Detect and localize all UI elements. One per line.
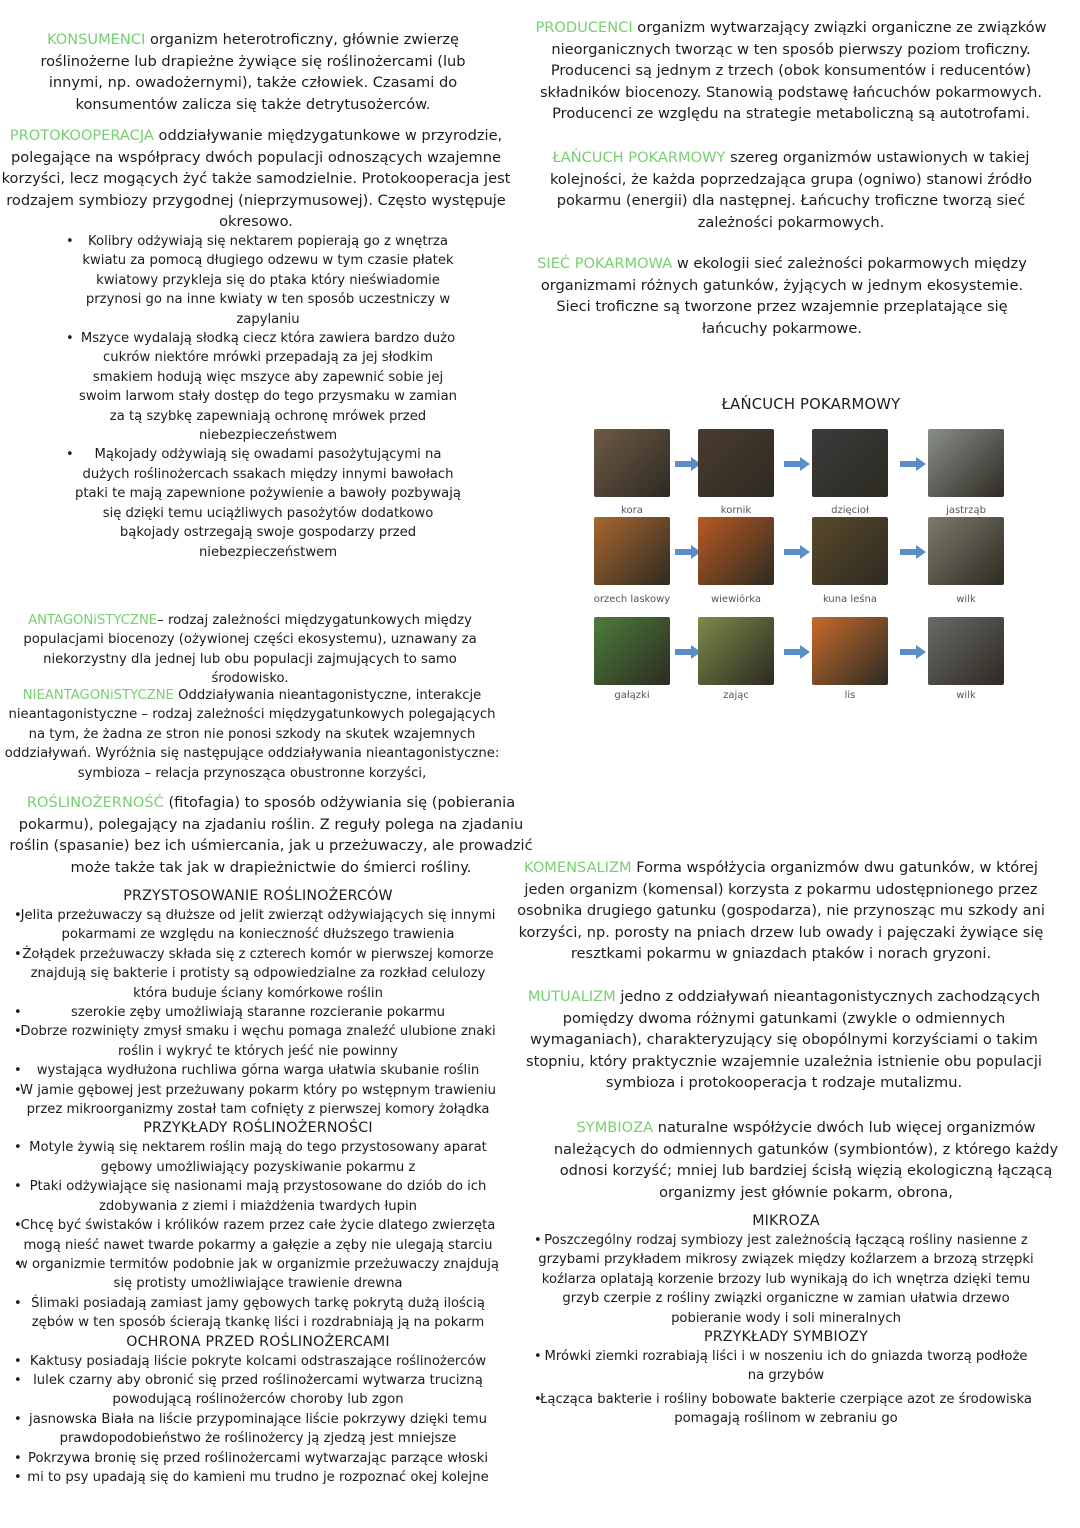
heading-przystosowanie: PRZYSTOSOWANIE ROŚLINOŻERCÓW bbox=[123, 888, 393, 904]
arrow-right-icon bbox=[784, 545, 810, 559]
term-mutualizm: MUTUALIZM bbox=[527, 988, 616, 1005]
term-komensalizm: KOMENSALIZM bbox=[524, 859, 632, 876]
list-item: • Dobrze rozwinięty zmysł smaku i węchu pomaga znaleźć ulubione znaki roślin i wykryć te których jeść nie powinny bbox=[16, 1022, 500, 1061]
konsumenci-definition bbox=[28, 29, 478, 115]
nieantagonistyczne-text: Oddziaływania nieantagonistyczne, interakcje nieantagonistyczne – rodzaj zależności międzygatunkowych polegających na tym, że żadna ze stron nie ponosi szkody na skutek wzajemnych oddziaływań. Wyróżnia się następujące oddziaływania nieantagonistyczne: symbioza – relacja przynosząca obustronne korzyści, bbox=[4, 688, 500, 781]
list-item: • Pokrzywa bronię się przed roślinożercami wytwarzając parzące włoski bbox=[16, 1449, 500, 1468]
term-lancuch-pokarmowy: ŁAŃCUCH POKARMOWY bbox=[552, 149, 726, 166]
list-item: • Kolibry odżywiają się nektarem popierają go z wnętrza kwiatu za pomocą długiego odzewu w tym czasie płatek kwiatowy przykleja się do ptaka który nieświadomie przynosi go na inne kwiaty w ten sposób uczestniczy w zapylaniu bbox=[72, 232, 464, 329]
list-item: • wystająca wydłużona ruchliwa górna warga ułatwia skubanie roślin bbox=[16, 1061, 500, 1080]
siec-text: w ekologii sieć zależności pokarmowych między organizmami różnych gatunków, żyjących w jednym ekosystemie. Sieci troficzne są tworzone przez wzajemnie przeplatające się łańcuchy pokarmowe. bbox=[540, 255, 1027, 337]
heading-przyklady-symbiozy: PRZYKŁADY SYMBIOZY bbox=[703, 1329, 869, 1346]
list-item: • mi to psy upadają się do kamieni mu trudno je rozpoznać okej kolejne bbox=[16, 1468, 500, 1487]
term-roslinozernosc: ROŚLINOŻERNOŚĆ bbox=[26, 794, 164, 811]
term-protokooperacja: PROTOKOOPERACJA bbox=[9, 127, 154, 144]
term-konsumenci: KONSUMENCI bbox=[46, 31, 146, 48]
list-item: • Ślimaki posiadają zamiast jamy gębowych tarkę pokrytą dużą ilością zębów w ten sposób ścierają tkankę liści i rozdrabniają ją na pokarm bbox=[16, 1294, 500, 1333]
lancuch-definition bbox=[536, 147, 1046, 233]
term-siec-pokarmowa: SIEĆ POKARMOWA bbox=[537, 255, 673, 272]
food-chain-caption: orzech laskowy bbox=[593, 594, 671, 605]
term-antagonistyczne: ANTAGONiSTYCZNE bbox=[28, 613, 158, 628]
mutualizm-definition bbox=[518, 986, 1050, 1094]
komensalizm-definition bbox=[512, 857, 1050, 965]
arrow-right-icon bbox=[900, 545, 926, 559]
arrow-right-icon bbox=[900, 457, 926, 471]
food-chain-caption: dzięcioł bbox=[831, 505, 869, 516]
symbioza-lists bbox=[536, 1212, 1036, 1429]
food-chain-photo bbox=[698, 517, 774, 585]
list-item: • w organizmie termitów podobnie jak w organizmie przeżuwaczy znajdują się protisty umożliwiające trawienie drewna bbox=[16, 1255, 500, 1294]
arrow-right-icon bbox=[900, 645, 926, 659]
food-chain-caption: lis bbox=[844, 690, 856, 701]
food-chain-photo bbox=[812, 517, 888, 585]
roslinozernosc-text: (fitofagia) to sposób odżywiania się (pobierania pokarmu), polegający na zjadaniu roślin. Z reguły polega na zjadaniu roślin (spasanie) bez ich uśmiercania, jak u przeżuwaczy, ale prowadzić może także tak jak w drapieżnictwie do śmierci rośliny. bbox=[9, 794, 533, 876]
protokooperacja-definition bbox=[0, 125, 512, 233]
antagonistyczne-text: – rodzaj zależności międzygatunkowych między populacjami biocenozy (ożywionej części ekosystemu), uznawany za niekorzystny dla jednej lub obu populacji zajmujących to samo środowisko. bbox=[23, 613, 477, 687]
food-chain-caption: kuna leśna bbox=[822, 594, 878, 605]
food-chain-caption: wilk bbox=[956, 594, 976, 605]
list-item: • Żołądek przeżuwaczy składa się z czterech komór w pierwszej komorze znajdują się bakterie i protisty są odpowiedzialne za rozkład celulozy która buduje ściany komórkowe roślin bbox=[16, 945, 500, 1003]
list-item: • jasnowska Biała na liście przypominające liście pokrzywy dzięki temu prawdopodobieństwo że roślinożercy ją zjedzą jest mniejsze bbox=[16, 1410, 500, 1449]
protokooperacja-examples bbox=[72, 232, 464, 562]
list-item: • W jamie gębowej jest przeżuwany pokarm który po wstępnym trawieniu przez mikroorganizmy został tam cofnięty z pierwszej komory żołądka bbox=[16, 1081, 500, 1120]
antagonistyczne-definition bbox=[4, 611, 496, 689]
food-chain-photo bbox=[698, 429, 774, 497]
food-chain-photo bbox=[928, 517, 1004, 585]
food-chain-photo bbox=[594, 429, 670, 497]
diagram-grid bbox=[576, 393, 1048, 713]
food-chain-photo bbox=[698, 617, 774, 685]
producenci-definition bbox=[526, 17, 1056, 125]
producenci-text: organizm wytwarzający związki organiczne ze związków nieorganicznych tworząc w ten sposób pierwszy poziom troficzny. Producenci są jednym z trzech (obok konsumentów i reducentów) składników biocenozy. Stanowią podstawę łańcuchów pokarmowych. Producenci ze względu na strategie metaboliczną są autotrofami. bbox=[539, 19, 1047, 123]
food-chain-caption: wilk bbox=[956, 690, 976, 701]
konsumenci-text: organizm heterotroficzny, głównie zwierzę roślinożerne lub drapieżne żywiące się roślinożercami (lub innymi, np. owadożernymi), także człowiek. Czasami do konsumentów zalicza się także detrytusożerców. bbox=[40, 31, 466, 113]
siec-definition bbox=[522, 253, 1042, 339]
food-chain-caption: zając bbox=[723, 690, 749, 701]
list-item: • lulek czarny aby obronić się przed roślinożercami wytwarza trucizną powodującą roślinożerców choroby lub zgon bbox=[16, 1371, 500, 1410]
nieantagonistyczne-definition bbox=[4, 686, 500, 783]
list-item: • Ptaki odżywiające się nasionami mają przystosowane do dziób do ich zdobywania z ziemi i miażdżenia twardych łupin bbox=[16, 1177, 500, 1216]
term-nieantagonistyczne: NIEANTAGONiSTYCZNE bbox=[22, 688, 174, 703]
list-item: • Chcę być świstaków i królików razem przez całe życie dlatego zwierzęta mogą nieść nawet twarde pokarmy a gałęzie a zęby nie ulegają starciu bbox=[16, 1216, 500, 1255]
arrow-right-icon bbox=[784, 457, 810, 471]
protokooperacja-text: oddziaływanie międzygatunkowe w przyrodzie, polegające na współpracy dwóch populacji odnoszących wzajemne korzyści, lecz mogących żyć także samodzielnie. Protokooperacja jest rodzajem symbiozy przygodnej (nieprzymusowej). Często występuje okresowo. bbox=[1, 127, 511, 231]
term-producenci: PRODUCENCI bbox=[535, 19, 633, 36]
heading-ochrona: OCHRONA PRZED ROŚLINOŻERCAMI bbox=[126, 1333, 390, 1350]
list-item: • Poszczególny rodzaj symbiozy jest zależnością łączącą rośliny nasienne z grzybami przykładem mikrosy związek między koźlarzem a brzozą strzępki koźlarza oplatają korzenie brzozy lub wynikają do ich wnętrza dzięki temu grzyb czerpie z rośliny związki organiczne w zamian ułatwia drzewo pobieranie wody i soli mineralnych bbox=[536, 1231, 1036, 1328]
list-item: • Mąkojady odżywiają się owadami pasożytującymi na dużych roślinożercach ssakach między innymi bawołach ptaki te mają zapewnione pożywienie a bawoły pozbywają się dzięki temu uciążliwych pasożytów dodatkowo bąkojady ostrzegają swoje gospodarzy przed niebezpieczeństwem bbox=[72, 445, 464, 561]
list-item: • Motyle żywią się nektarem roślin mają do tego przystosowany aparat gębowy umożliwiający pozyskiwanie pokarmu z bbox=[16, 1138, 500, 1177]
food-chain-caption: jastrząb bbox=[946, 505, 986, 516]
roslinozernosc-definition bbox=[2, 792, 540, 878]
food-chain-photo bbox=[594, 517, 670, 585]
food-chain-caption: gałązki bbox=[614, 690, 650, 701]
list-item: • Mrówki ziemki rozrabiają liści i w noszeniu ich do gniazda tworzą podłoże na grzybów bbox=[536, 1347, 1036, 1386]
komensalizm-text: Forma współżycia organizmów dwu gatunków, w której jeden organizm (komensal) korzysta z pokarmu udostępnionego przez osobnika drugiego gatunku (gospodarza), nie przynosząc mu szkody ani korzyści, np. porosty na pniach drzew lub owady i pajęczaki żywiące się resztkami pokarmu w gniazdach ptaków i norach gryzoni. bbox=[517, 859, 1045, 963]
lancuch-text: szereg organizmów ustawionych w takiej kolejności, że każda poprzedzająca grupa (ogniwo) stanowi źródło pokarmu (energii) dla następnej. Łańcuchy troficzne tworzą sieć zależności pokarmowych. bbox=[550, 149, 1032, 231]
food-chain-photo bbox=[928, 617, 1004, 685]
symbioza-definition bbox=[550, 1117, 1062, 1203]
food-chain-caption: wiewiórka bbox=[710, 594, 762, 605]
food-chain-caption: kora bbox=[621, 505, 643, 516]
symbioza-text: naturalne współżycie dwóch lub więcej organizmów należących do odmiennych gatunków (symbiontów), z którego każdy odnosi korzyść; mniej lub bardziej ścisłą więzią ekologiczną łączącą organizmy jest głównie pokarm, obrona, bbox=[553, 1119, 1059, 1201]
roslinozernosc-lists bbox=[16, 887, 500, 1487]
list-item: • Mszyce wydalają słodką ciecz która zawiera bardzo dużo cukrów niektóre mrówki przepadają za jej słodkim smakiem hodują więc mszyce aby zapewnić sobie jej swoim larwom stały dostęp do tego przysmaku w zamian za tą szybkę zapewniają ochronę mrówek przed niebezpieczeństwem bbox=[72, 329, 464, 445]
heading-mikroza: MIKROZA bbox=[752, 1213, 820, 1229]
food-chain-photo bbox=[812, 429, 888, 497]
list-item: • Jelita przeżuwaczy są dłuższe od jelit zwierząt odżywiających się innymi pokarmami ze względu na konieczność dłuższego trawienia bbox=[16, 906, 500, 945]
food-chain-diagram bbox=[576, 393, 1048, 713]
diagram-title: ŁAŃCUCH POKARMOWY bbox=[721, 396, 901, 413]
list-item: • Kaktusy posiadają liście pokryte kolcami odstraszające roślinożerców bbox=[16, 1352, 500, 1371]
heading-przyklady-roslinozernosci: PRZYKŁADY ROŚLINOŻERNOŚCI bbox=[143, 1120, 373, 1137]
list-item: • Łącząca bakterie i rośliny bobowate bakterie czerpiące azot ze środowiska pomagają roślinom w zebraniu go bbox=[536, 1390, 1036, 1429]
food-chain-photo bbox=[812, 617, 888, 685]
food-chain-photo bbox=[594, 617, 670, 685]
food-chain-caption: kornik bbox=[720, 505, 752, 516]
term-symbioza: SYMBIOZA bbox=[576, 1119, 654, 1136]
food-chain-photo bbox=[928, 429, 1004, 497]
list-item: • szerokie zęby umożliwiają staranne rozcieranie pokarmu bbox=[16, 1003, 500, 1022]
arrow-right-icon bbox=[784, 645, 810, 659]
mutualizm-text: jedno z oddziaływań nieantagonistycznych zachodzących pomiędzy dwoma różnymi gatunkami (zwykle o odmiennych wymaganiach), charakteryzujący się obopólnymi korzyściami o takim stopniu, który praktycznie wzajemnie uzależnia istnienie obu populacji symbioza i protokooperacja t rodzaje mutalizmu. bbox=[526, 988, 1042, 1092]
